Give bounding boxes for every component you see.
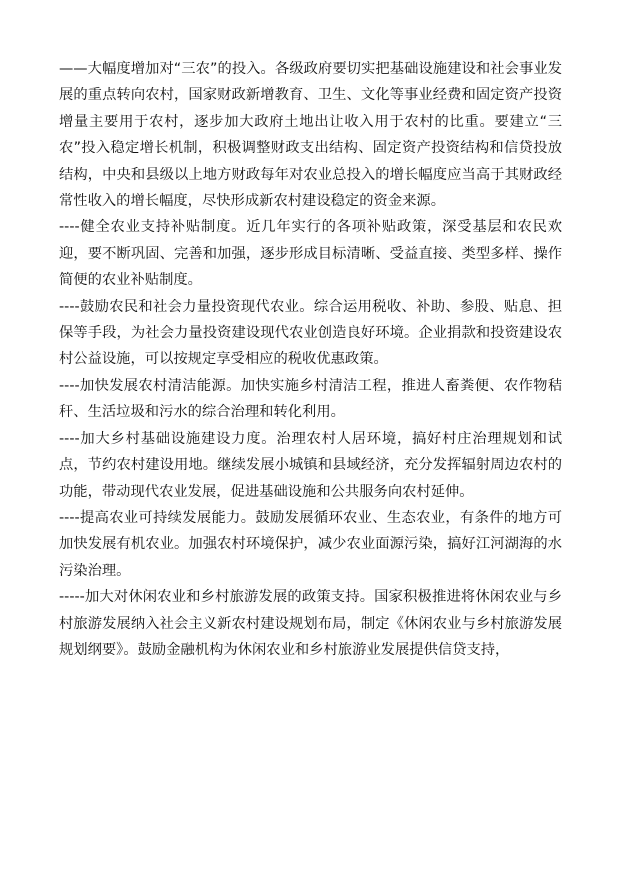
paragraph-infrastructure: ----加大乡村基础设施建设力度。治理农村人居环境，搞好村庄治理规划和试点，节约农村建设用地。继续发展小城镇和县域经济，充分发挥辐射周边农村的功能，带动现代农业发展，促进基础设施和公共服务向农村延伸。: [59, 430, 562, 500]
paragraph-rural-investment: ——大幅度增加对“三农”的投入。各级政府要切实把基础设施建设和社会事业发展的重点转向农村，国家财政新增教育、卫生、文化等事业经费和固定资产投资增量主要用于农村，逐步加大政府土地出让收入用于农村的比重。要建立“三农”投入稳定增长机制，积极调整财政支出结构、固定资产投资结构和信贷投放结构，中央和县级以上地方财政每年对农业总投入的增长幅度应当高于其财政经常性收入的增长幅度，尽快形成新农村建设稳定的资金来源。: [59, 61, 562, 210]
paragraph-leisure-agriculture: -----加大对休闲农业和乡村旅游发展的政策支持。国家积极推进将休闲农业与乡村旅游发展纳入社会主义新农村建设规划布局，制定《休闲农业与乡村旅游发展规划纲要》。鼓励金融机构为休闲农业和乡村旅游业发展提供信贷支持，: [59, 589, 562, 658]
paragraph-clean-energy: ----加快发展农村清洁能源。加快实施乡村清洁工程，推进人畜粪便、农作物秸秆、生活垃圾和污水的综合治理和转化利用。: [59, 377, 562, 421]
paragraph-subsidy-system: ----健全农业支持补贴制度。近几年实行的各项补贴政策，深受基层和农民欢迎，要不断巩固、完善和加强，逐步形成目标清晰、受益直接、类型多样、操作简便的农业补贴制度。: [59, 219, 562, 289]
document-body: [59, 56, 562, 663]
paragraph-sustainable-agriculture: ----提高农业可持续发展能力。鼓励发展循环农业、生态农业，有条件的地方可加快发展有机农业。加强农村环境保护，减少农业面源污染，搞好江河湖海的水污染治理。: [59, 509, 562, 579]
paragraph-social-investment: ----鼓励农民和社会力量投资现代农业。综合运用税收、补助、参股、贴息、担保等手段，为社会力量投资建设现代农业创造良好环境。企业捐款和投资建设农村公益设施，可以按规定享受相应的税收优惠政策。: [59, 298, 562, 368]
